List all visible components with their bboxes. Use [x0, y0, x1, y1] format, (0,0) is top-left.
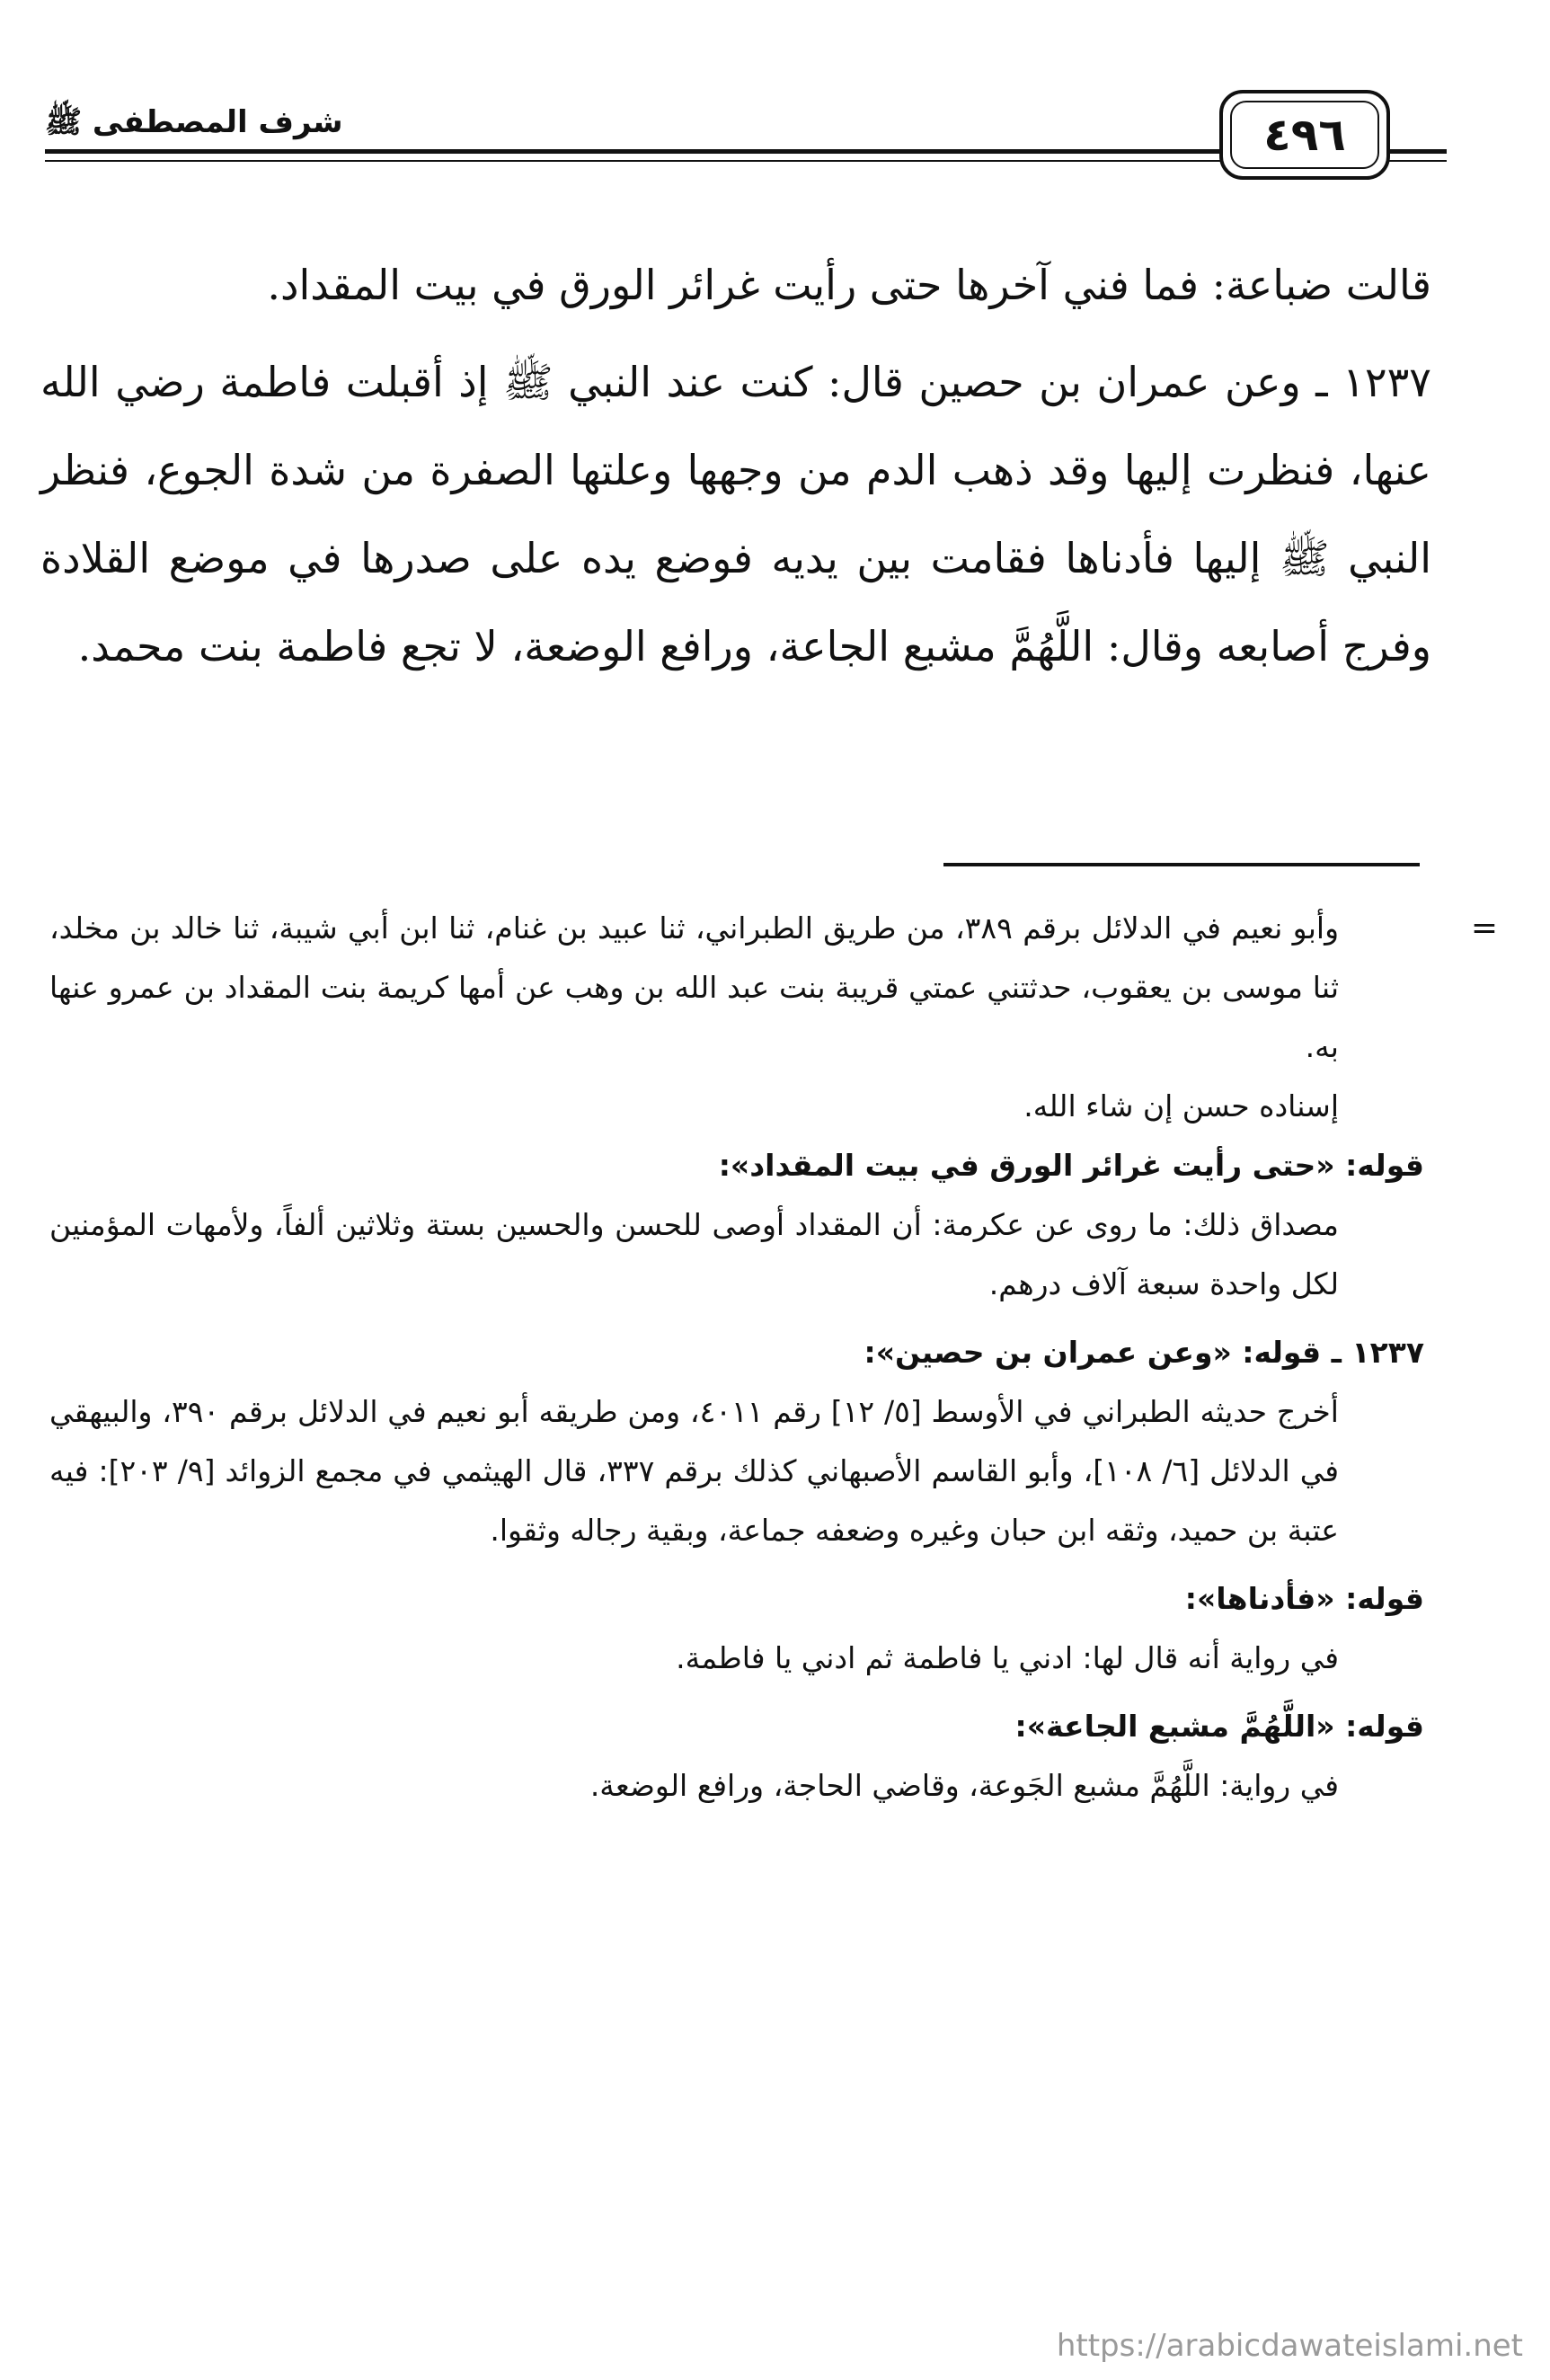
footnote-paragraph: مصداق ذلك: ما روى عن عكرمة: أن المقداد أوصى للحسن والحسين بستة وثلاثين ألفاً، ولأمهات المؤمنين لكل واحدة سبعة آلاف درهم.	[49, 1207, 1339, 1301]
footnote-paragraph: أخرج حديثه الطبراني في الأوسط [٥/ ١٢] رقم ٤٠١١، ومن طريقه أبو نعيم في الدلائل برقم ٣٩٠، والبيهقي في الدلائل [٦/ ١٠٨]، وأبو القاسم الأصبهاني كذلك برقم ٣٣٧، قال الهيثمي في مجمع الزوائد [٩/ ٢٠٣]: فيه عتبة بن حميد، وثقه ابن حبان وغيره وضعفه جماعة، وبقية رجاله وثقوا.	[49, 1394, 1340, 1548]
footnote-heading: قوله: «اللَّهُمَّ مشبع الجاعة»:	[1014, 1709, 1424, 1744]
footnote-heading: ١٢٣٧ ـ قوله: «وعن عمران بن حصين»:	[864, 1335, 1424, 1370]
main-text	[40, 241, 1431, 690]
main-paragraph: قالت ضباعة: فما فني آخرها حتى رأيت غرائر الورق في بيت المقداد.	[267, 261, 1431, 309]
main-paragraph: ١٢٣٧ ـ وعن عمران بن حصين قال: كنت عند النبي ﷺ إذ أقبلت فاطمة رضي الله عنها، فنظرت إليها وقد ذهب الدم من وجهها وعلتها الصفرة من شدة الجوع، فنظر النبي ﷺ إليها فأدناها فقامت بين يديه فوضع يده على صدرها في موضع القلادة وفرج أصابعه وقال: اللَّهُمَّ مشبع الجاعة، ورافع الوضعة، لا تجع فاطمة بنت محمد.	[40, 358, 1431, 670]
footnotes	[49, 899, 1424, 1816]
footnote-paragraph: في رواية أنه قال لها: ادني يا فاطمة ثم ادني يا فاطمة.	[676, 1640, 1339, 1675]
footnote-paragraph: وأبو نعيم في الدلائل برقم ٣٨٩، من طريق الطبراني، ثنا عبيد بن غنام، ثنا ابن أبي شيبة، ثنا خالد بن مخلد، ثنا موسى بن يعقوب، حدثتني عمتي قريبة بنت عبد الله بن وهب عن أمها كريمة بنت المقداد بن عمرو عنها به.	[49, 910, 1340, 1064]
footnote-separator	[943, 863, 1420, 866]
footnote-heading: قوله: «حتى رأيت غرائر الورق في بيت المقداد»:	[718, 1148, 1424, 1183]
footnote-paragraph: إسناده حسن إن شاء الله.	[1023, 1088, 1339, 1123]
footnote-heading: قوله: «فأدناها»:	[1184, 1581, 1424, 1616]
footnote-paragraph: في رواية: اللَّهُمَّ مشبع الجَوعة، وقاضي الحاجة، ورافع الوضعة.	[589, 1768, 1339, 1803]
page-number-frame	[1219, 90, 1390, 180]
continued-note-mark: =	[1470, 910, 1498, 946]
running-header	[45, 90, 1447, 198]
header-title: شرف المصطفى ﷺ	[45, 104, 343, 140]
watermark-url: https://arabicdawateislami.net	[1056, 2328, 1523, 2364]
page-number: ٤٩٦	[1230, 101, 1379, 169]
